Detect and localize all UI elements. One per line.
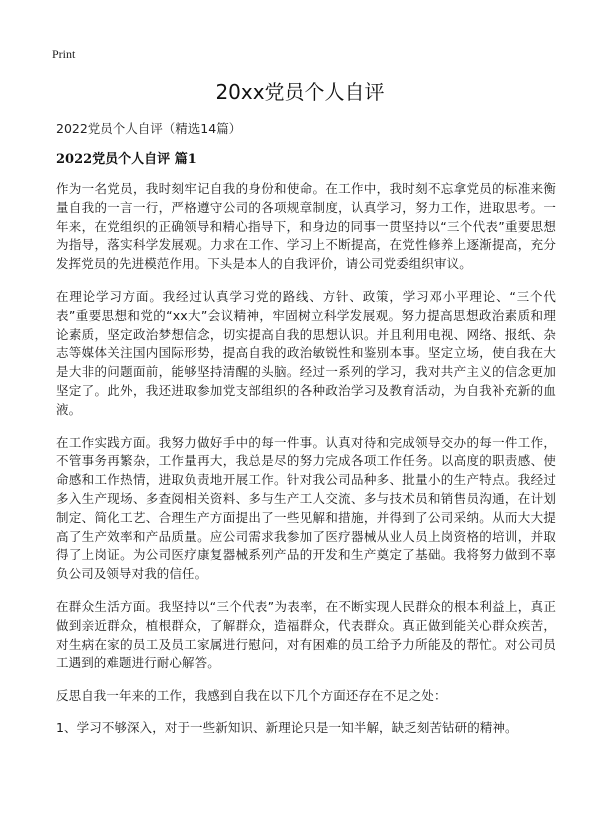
document-title: 20xx党员个人自评 [215,80,385,104]
section-heading: 2022党员个人自评 篇1 [56,152,197,167]
paragraph-masses-life: 在群众生活方面。我坚持以“三个代表”为表率，在不断实现人民群众的根本利益上，真正做到亲近群众，植根群众，了解群众，造福群众，代表群众。真正做到能关心群众疾苦，对生病在家的员工及员工家属进行慰问，对有困难的员工给予力所能及的帮忙。对公司员工遇到的难题进行耐心解答。 [56,598,556,671]
paragraph-intro: 作为一名党员，我时刻牢记自我的身份和使命。在工作中，我时刻不忘拿党员的标准来衡量自我的一言一行，严格遵守公司的各项规章制度，认真学习，努力工作，进取思考。一年来，在党组织的正确领导和精心指导下，和身边的同事一贯坚持以“三个代表”重要思想为指导，落实科学发展观。力求在工作、学习上不断提高，在党性修养上逐渐提高，充分发挥党员的先进模范作用。下头是本人的自我评价，请公司党委组织审议。 [56,181,556,272]
paragraph-reflection: 反思自我一年来的工作，我感到自我在以下几个方面还存在不足之处： [56,688,447,704]
body-text [56,180,556,752]
document-subtitle: 2022党员个人自评（精选14篇） [56,121,242,136]
print-label: Print [52,47,76,61]
paragraph-work-practice: 在工作实践方面。我努力做好手中的每一件事。认真对待和完成领导交办的每一件工作，不管事务再繁杂，工作量再大，我总是尽的努力完成各项工作任务。以高度的职责感、使命感和工作热情，进取负责地开展工作。针对我公司品种多、批量小的生产特点。我经过多入生产现场、多查阅相关资料、多与生产工人交流、多与技术员和销售员沟通，在计划制定、简化工艺、合理生产方面提出了一些见解和措施，并得到了公司采纳。从而大大提高了生产效率和产品质量。应公司需求我参加了医疗器械从业人员上岗资格的培训，并取得了上岗证。为公司医疗康复器械系列产品的开发和生产奠定了基础。我将努力做到不辜负公司及领导对我的信任。 [56,434,556,582]
paragraph-theory-study: 在理论学习方面。我经过认真学习党的路线、方针、政策，学习邓小平理论、“三个代表”重要思想和党的“xx大”会议精神，牢固树立科学发展观。努力提高思想政治素质和理论素质，坚定政治梦想信念，切实提高自我的思想认识。并且利用电视、网络、报纸、杂志等媒体关注国内国际形势，提高自我的政治敏锐性和鉴别本事。坚定立场，使自我在大是大非的问题面前，能够坚持清醒的头脑。经过一系列的学习，我对共产主义的信念更加坚定了。此外，我还进取参加党支部组织的各种政治学习及教育活动，为自我补充新的血液。 [56,288,556,417]
paragraph-shortcoming-1: 1、学习不够深入，对于一些新知识、新理论只是一知半解，缺乏刻苦钻研的精神。 [56,719,518,735]
